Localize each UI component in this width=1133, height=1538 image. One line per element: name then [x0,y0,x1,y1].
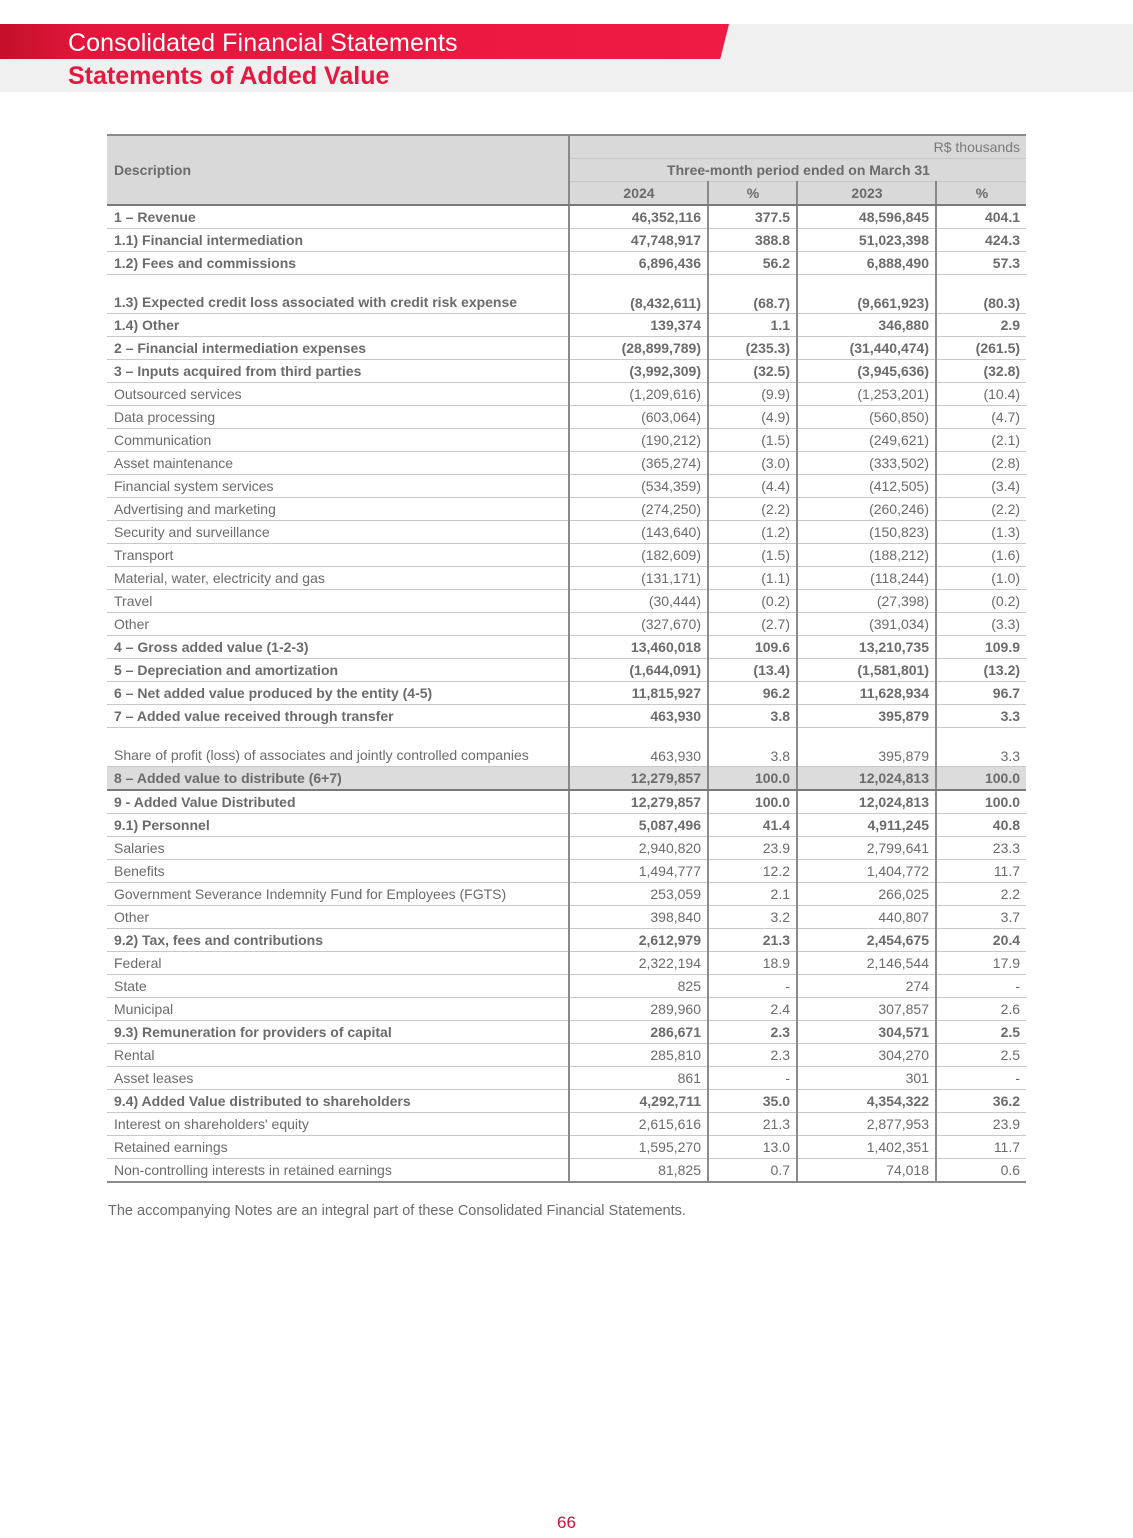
table-row [107,498,1026,521]
percent-2024: (1.1) [708,567,797,590]
percent-2023: 96.7 [936,682,1026,705]
row-description: 4 – Gross added value (1-2-3) [107,636,569,659]
value-2023: 2,877,953 [797,1113,936,1136]
value-2024: 1,595,270 [569,1136,708,1159]
percent-2023: (261.5) [936,337,1026,360]
table-row [107,767,1026,791]
value-2023: 1,402,351 [797,1136,936,1159]
table-body [107,205,1026,1182]
percent-2023: 3.7 [936,906,1026,929]
percent-2024: 0.7 [708,1159,797,1183]
period-label: Three-month period ended on March 31 [569,159,1026,182]
table-row [107,906,1026,929]
percent-2024: (4.4) [708,475,797,498]
percent-2023: 424.3 [936,229,1026,252]
row-description: Asset leases [107,1067,569,1090]
table-row [107,613,1026,636]
row-description: Federal [107,952,569,975]
percent-2023: (1.6) [936,544,1026,567]
row-description: 9.3) Remuneration for providers of capital [107,1021,569,1044]
value-2023: (3,945,636) [797,360,936,383]
percent-2023: 23.3 [936,837,1026,860]
row-description: Financial system services [107,475,569,498]
value-2023: 2,146,544 [797,952,936,975]
percent-2023: 2.2 [936,883,1026,906]
percent-2024: 2.1 [708,883,797,906]
percent-2024: (3.0) [708,452,797,475]
percent-2023: (80.3) [936,275,1026,314]
percent-2024: (4.9) [708,406,797,429]
value-2024: (1,209,616) [569,383,708,406]
row-description: 9.1) Personnel [107,814,569,837]
table-row [107,659,1026,682]
row-description: Salaries [107,837,569,860]
percent-2023: (3.4) [936,475,1026,498]
table-row [107,998,1026,1021]
value-2023: (31,440,474) [797,337,936,360]
value-2024: 1,494,777 [569,860,708,883]
value-2023: (560,850) [797,406,936,429]
percent-2024: 96.2 [708,682,797,705]
percent-2024: (0.2) [708,590,797,613]
table-row [107,475,1026,498]
percent-2024: 56.2 [708,252,797,275]
percent-2023: 11.7 [936,1136,1026,1159]
percent-2023: 40.8 [936,814,1026,837]
value-2024: 139,374 [569,314,708,337]
percent-2023: (32.8) [936,360,1026,383]
row-description: Asset maintenance [107,452,569,475]
table-row [107,975,1026,998]
row-description: Retained earnings [107,1136,569,1159]
percent-2023: 2.5 [936,1044,1026,1067]
footnote: The accompanying Notes are an integral part of these Consolidated Financial Statements. [108,1203,686,1219]
page-title: Statements of Added Value [68,62,390,90]
value-2024: (1,644,091) [569,659,708,682]
page-section-title: Consolidated Financial Statements [68,29,458,57]
percent-2024: 2.4 [708,998,797,1021]
percent-2024: (9.9) [708,383,797,406]
percent-2023: 109.9 [936,636,1026,659]
value-2023: 346,880 [797,314,936,337]
value-2024: 12,279,857 [569,767,708,791]
percent-2023: 3.3 [936,728,1026,767]
percent-2024: 3.8 [708,728,797,767]
row-description: Rental [107,1044,569,1067]
table-row [107,406,1026,429]
percent-2024: (13.4) [708,659,797,682]
percent-2024: (68.7) [708,275,797,314]
row-description: Security and surveillance [107,521,569,544]
value-2023: 6,888,490 [797,252,936,275]
percent-2024: 41.4 [708,814,797,837]
table-row [107,521,1026,544]
row-description: 5 – Depreciation and amortization [107,659,569,682]
percent-2024: 377.5 [708,205,797,229]
value-2023: 274 [797,975,936,998]
value-2023: 395,879 [797,728,936,767]
percent-2024: 3.8 [708,705,797,728]
value-2023: 266,025 [797,883,936,906]
row-description: Advertising and marketing [107,498,569,521]
value-2023: 304,571 [797,1021,936,1044]
percent-2023: 20.4 [936,929,1026,952]
row-description: 9.4) Added Value distributed to shareholders [107,1090,569,1113]
value-2023: (260,246) [797,498,936,521]
value-2023: (9,661,923) [797,275,936,314]
row-description: Communication [107,429,569,452]
value-2024: 861 [569,1067,708,1090]
percent-2023: (3.3) [936,613,1026,636]
percent-2024: (2.2) [708,498,797,521]
table-row [107,314,1026,337]
percent-2023: 2.6 [936,998,1026,1021]
table-row [107,429,1026,452]
value-2023: (1,581,801) [797,659,936,682]
value-2024: (30,444) [569,590,708,613]
row-description: Interest on shareholders' equity [107,1113,569,1136]
value-2024: (143,640) [569,521,708,544]
row-description: Benefits [107,860,569,883]
row-description: 7 – Added value received through transfer [107,705,569,728]
value-2023: (249,621) [797,429,936,452]
table-row [107,337,1026,360]
value-2024: (190,212) [569,429,708,452]
percent-2023: 11.7 [936,860,1026,883]
row-description: Share of profit (loss) of associates and jointly controlled companies [107,728,569,767]
percent-2023: (0.2) [936,590,1026,613]
percent-2024: 35.0 [708,1090,797,1113]
row-description: Travel [107,590,569,613]
table-row [107,567,1026,590]
value-2023: (412,505) [797,475,936,498]
table-row [107,728,1026,767]
table-row [107,883,1026,906]
table-row [107,952,1026,975]
table-row [107,452,1026,475]
value-2024: (534,359) [569,475,708,498]
value-2023: 4,354,322 [797,1090,936,1113]
page-number: 66 [557,1513,576,1532]
value-2023: (188,212) [797,544,936,567]
percent-2024: 2.3 [708,1044,797,1067]
value-2024: (8,432,611) [569,275,708,314]
value-2024: 463,930 [569,705,708,728]
value-2024: (327,670) [569,613,708,636]
percent-2023: 2.5 [936,1021,1026,1044]
row-description: 1.1) Financial intermediation [107,229,569,252]
percent-2023: (4.7) [936,406,1026,429]
value-2024: 253,059 [569,883,708,906]
column-header-pct-2023: % [936,182,1026,206]
value-2024: 6,896,436 [569,252,708,275]
table-row [107,275,1026,314]
percent-2024: 109.6 [708,636,797,659]
value-2024: 13,460,018 [569,636,708,659]
added-value-table [107,134,1026,1183]
table-row [107,205,1026,229]
percent-2023: 100.0 [936,790,1026,814]
row-description: Other [107,613,569,636]
value-2023: (1,253,201) [797,383,936,406]
value-2024: 5,087,496 [569,814,708,837]
value-2024: 4,292,711 [569,1090,708,1113]
percent-2024: (1.2) [708,521,797,544]
table-header-row [107,135,1026,159]
value-2023: 304,270 [797,1044,936,1067]
value-2024: 2,322,194 [569,952,708,975]
percent-2023: (1.0) [936,567,1026,590]
percent-2023: (2.8) [936,452,1026,475]
table-row [107,705,1026,728]
percent-2024: (32.5) [708,360,797,383]
row-description: 3 – Inputs acquired from third parties [107,360,569,383]
row-description: Municipal [107,998,569,1021]
table-row [107,1136,1026,1159]
unit-label: R$ thousands [569,135,1026,159]
table-row [107,1067,1026,1090]
value-2023: 11,628,934 [797,682,936,705]
value-2024: (365,274) [569,452,708,475]
table-row [107,252,1026,275]
percent-2024: (1.5) [708,429,797,452]
row-description: 2 – Financial intermediation expenses [107,337,569,360]
value-2024: 285,810 [569,1044,708,1067]
value-2024: 81,825 [569,1159,708,1183]
percent-2023: - [936,975,1026,998]
table-row [107,636,1026,659]
value-2024: 825 [569,975,708,998]
value-2024: 2,940,820 [569,837,708,860]
table-row [107,1044,1026,1067]
table-row [107,1090,1026,1113]
value-2024: (131,171) [569,567,708,590]
percent-2024: 23.9 [708,837,797,860]
row-description: 6 – Net added value produced by the entity (4-5) [107,682,569,705]
table-row [107,590,1026,613]
row-description: 1.3) Expected credit loss associated with credit risk expense [107,275,569,314]
value-2023: (150,823) [797,521,936,544]
value-2024: 46,352,116 [569,205,708,229]
value-2023: 2,454,675 [797,929,936,952]
row-description: Material, water, electricity and gas [107,567,569,590]
value-2023: 2,799,641 [797,837,936,860]
value-2024: 47,748,917 [569,229,708,252]
value-2023: 51,023,398 [797,229,936,252]
value-2023: 13,210,735 [797,636,936,659]
description-header: Description [107,135,569,205]
row-description: 1.4) Other [107,314,569,337]
percent-2023: (2.2) [936,498,1026,521]
value-2023: 395,879 [797,705,936,728]
value-2023: (333,502) [797,452,936,475]
value-2023: 74,018 [797,1159,936,1183]
value-2023: (118,244) [797,567,936,590]
table-row [107,929,1026,952]
table-row [107,360,1026,383]
table-row [107,1021,1026,1044]
value-2023: (391,034) [797,613,936,636]
percent-2023: (1.3) [936,521,1026,544]
value-2023: 301 [797,1067,936,1090]
percent-2023: (2.1) [936,429,1026,452]
percent-2024: 3.2 [708,906,797,929]
row-description: 9 - Added Value Distributed [107,790,569,814]
percent-2024: 13.0 [708,1136,797,1159]
percent-2024: 21.3 [708,1113,797,1136]
value-2024: 11,815,927 [569,682,708,705]
percent-2024: 388.8 [708,229,797,252]
value-2024: (182,609) [569,544,708,567]
percent-2023: 36.2 [936,1090,1026,1113]
percent-2023: 2.9 [936,314,1026,337]
column-header-2023: 2023 [797,182,936,206]
percent-2023: 57.3 [936,252,1026,275]
table-row [107,383,1026,406]
value-2023: 4,911,245 [797,814,936,837]
percent-2024: 12.2 [708,860,797,883]
row-description: Data processing [107,406,569,429]
percent-2024: - [708,1067,797,1090]
percent-2024: (235.3) [708,337,797,360]
percent-2023: 404.1 [936,205,1026,229]
percent-2023: 0.6 [936,1159,1026,1183]
table-row [107,1159,1026,1183]
value-2023: 48,596,845 [797,205,936,229]
row-description: Other [107,906,569,929]
column-header-2024: 2024 [569,182,708,206]
value-2024: (3,992,309) [569,360,708,383]
table-row [107,544,1026,567]
value-2024: 289,960 [569,998,708,1021]
table-row [107,814,1026,837]
table-row [107,1113,1026,1136]
percent-2024: 100.0 [708,767,797,791]
value-2023: 307,857 [797,998,936,1021]
percent-2024: (1.5) [708,544,797,567]
column-header-pct-2024: % [708,182,797,206]
value-2023: 1,404,772 [797,860,936,883]
value-2024: 398,840 [569,906,708,929]
percent-2023: - [936,1067,1026,1090]
percent-2023: (10.4) [936,383,1026,406]
row-description: State [107,975,569,998]
row-description: 1.2) Fees and commissions [107,252,569,275]
table-row [107,837,1026,860]
value-2023: (27,398) [797,590,936,613]
row-description: Government Severance Indemnity Fund for Employees (FGTS) [107,883,569,906]
percent-2024: 21.3 [708,929,797,952]
percent-2024: 1.1 [708,314,797,337]
percent-2024: 18.9 [708,952,797,975]
row-description: Non-controlling interests in retained earnings [107,1159,569,1183]
table-row [107,790,1026,814]
percent-2023: 3.3 [936,705,1026,728]
value-2024: (28,899,789) [569,337,708,360]
percent-2024: 100.0 [708,790,797,814]
value-2024: 2,615,616 [569,1113,708,1136]
row-description: 9.2) Tax, fees and contributions [107,929,569,952]
percent-2023: 100.0 [936,767,1026,791]
value-2024: (603,064) [569,406,708,429]
percent-2024: 2.3 [708,1021,797,1044]
value-2024: (274,250) [569,498,708,521]
percent-2024: - [708,975,797,998]
percent-2024: (2.7) [708,613,797,636]
row-description: 1 – Revenue [107,205,569,229]
value-2023: 12,024,813 [797,790,936,814]
value-2024: 463,930 [569,728,708,767]
percent-2023: (13.2) [936,659,1026,682]
value-2023: 440,807 [797,906,936,929]
percent-2023: 23.9 [936,1113,1026,1136]
row-description: 8 – Added value to distribute (6+7) [107,767,569,791]
table-row [107,860,1026,883]
row-description: Outsourced services [107,383,569,406]
value-2024: 12,279,857 [569,790,708,814]
table-row [107,682,1026,705]
value-2024: 286,671 [569,1021,708,1044]
percent-2023: 17.9 [936,952,1026,975]
table-row [107,229,1026,252]
value-2023: 12,024,813 [797,767,936,791]
value-2024: 2,612,979 [569,929,708,952]
row-description: Transport [107,544,569,567]
